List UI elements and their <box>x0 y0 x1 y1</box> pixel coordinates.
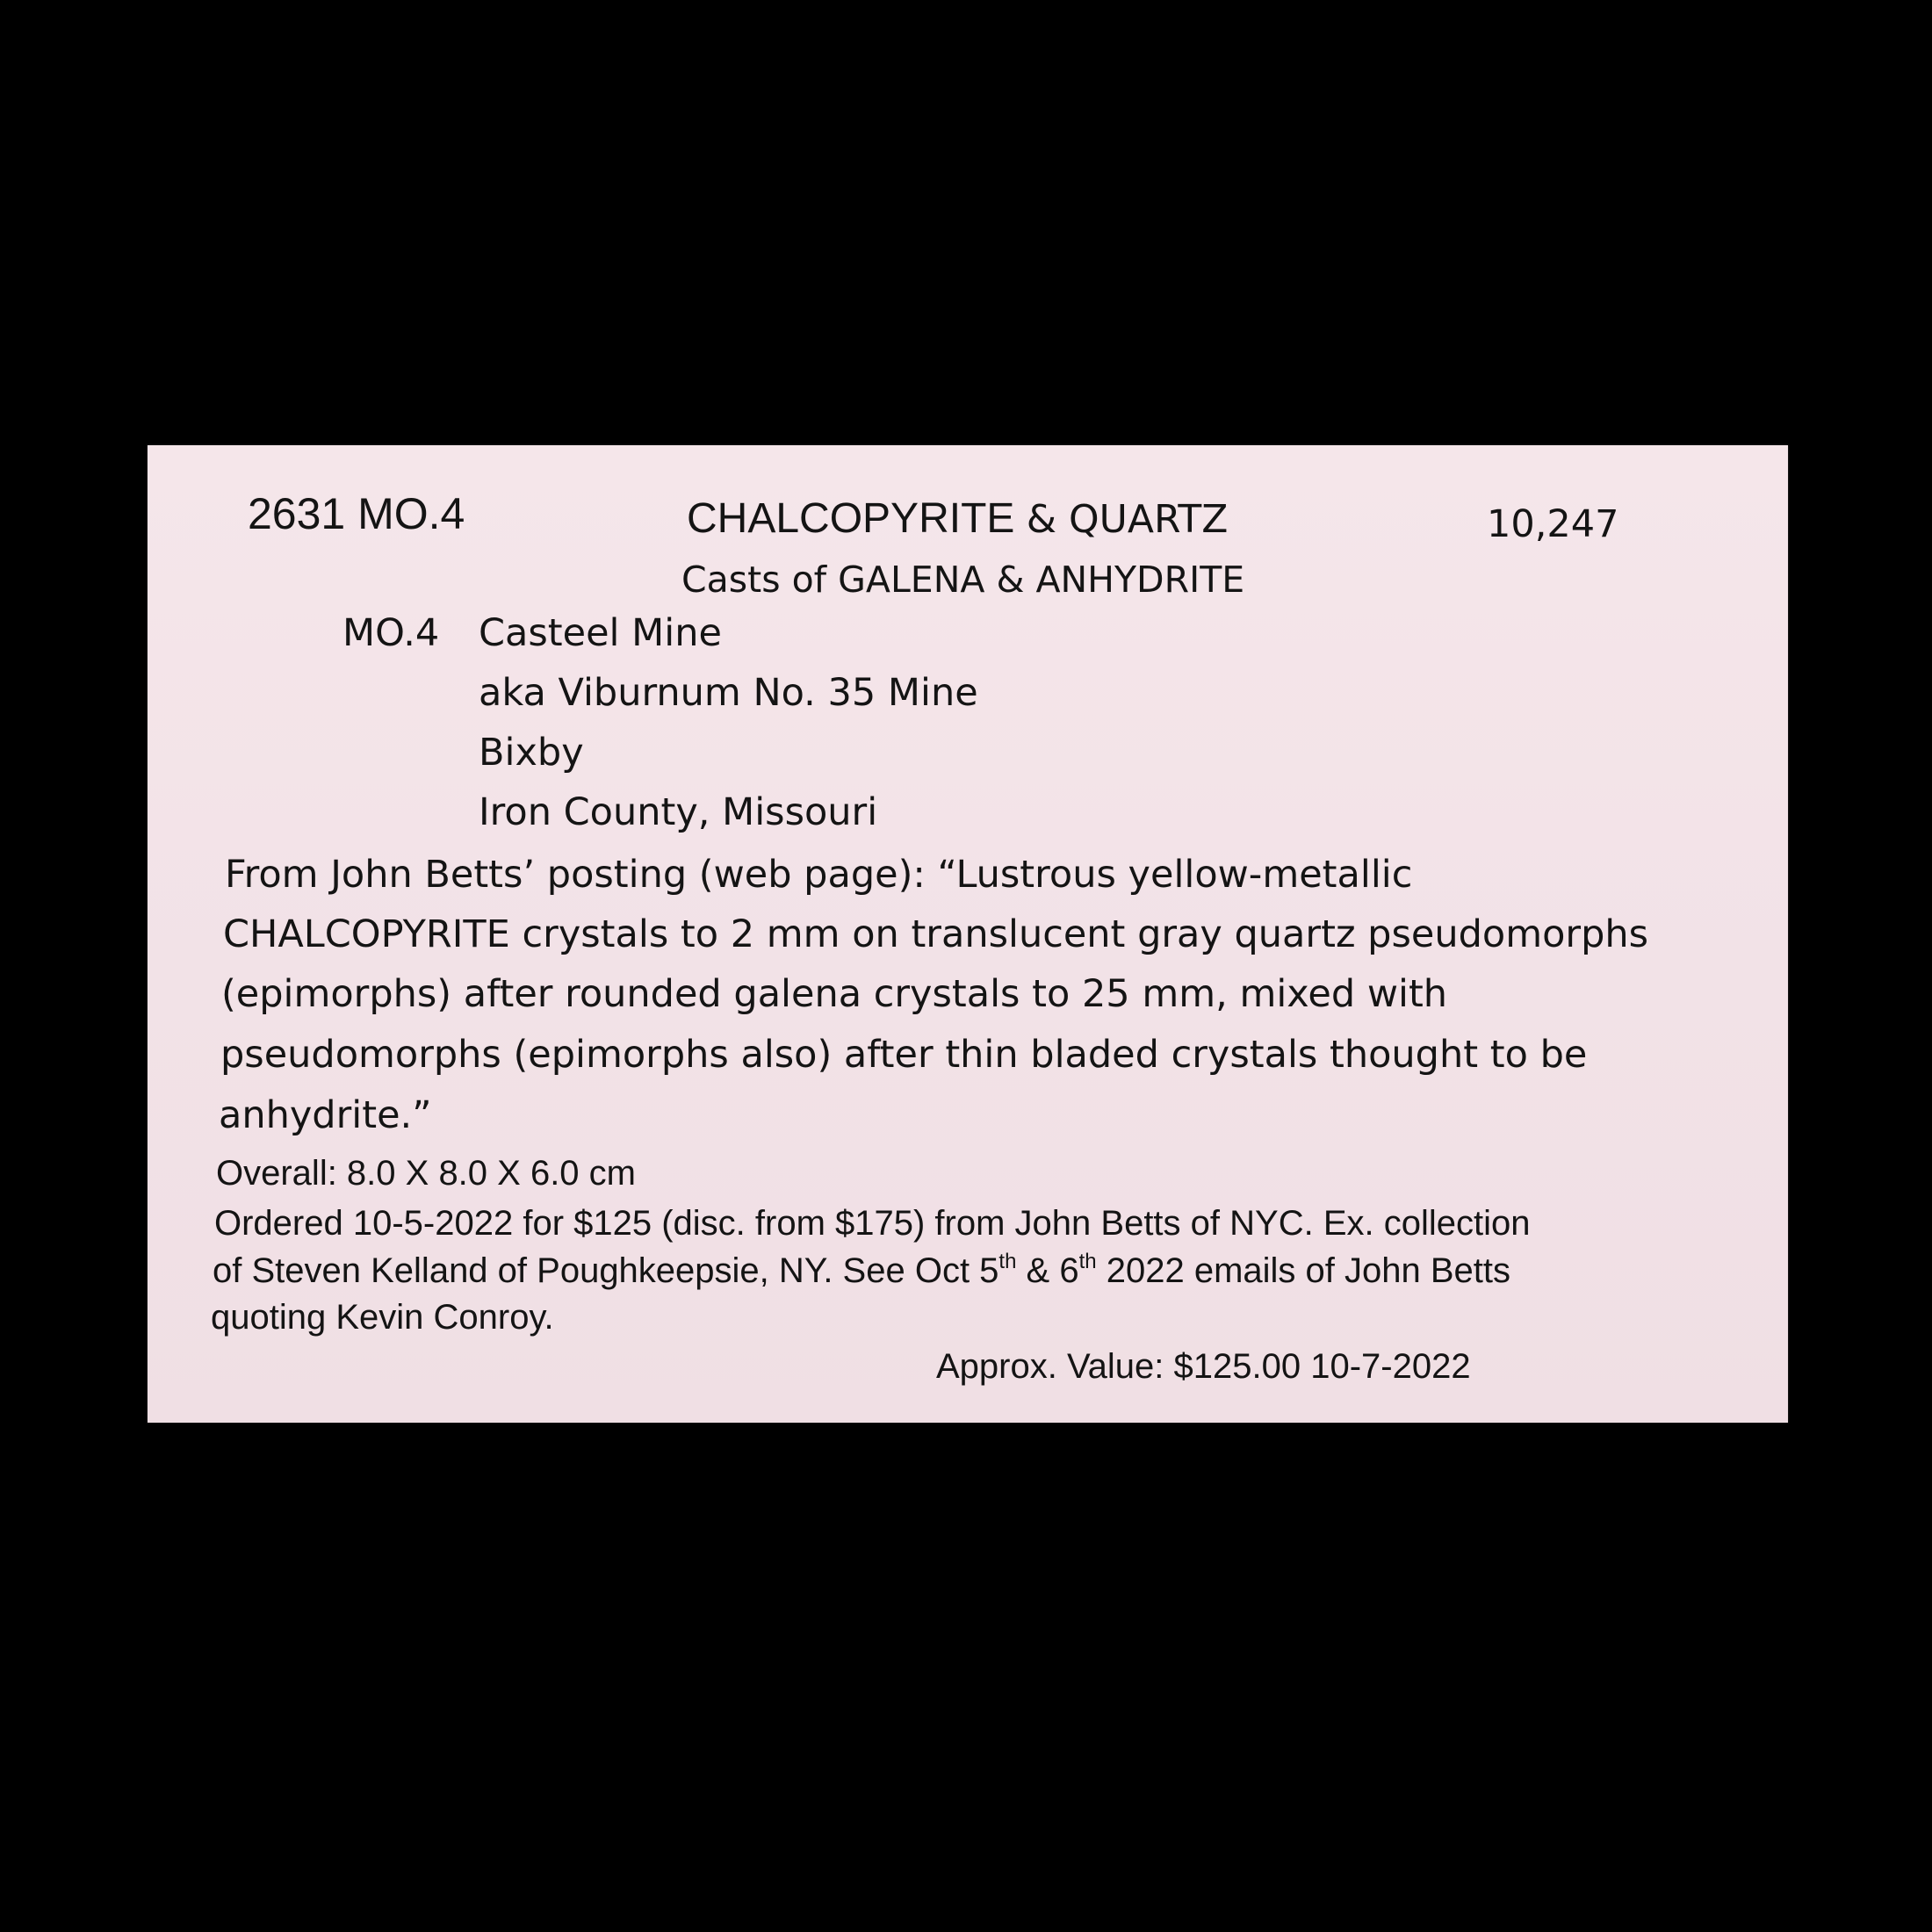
provenance-line <box>213 1250 1510 1290</box>
description-line: anhydrite.” <box>219 1093 432 1137</box>
description-line: From John Betts’ posting (web page): “Lustrous yellow-metallic <box>225 853 1413 897</box>
overall-dimensions: Overall: 8.0 X 8.0 X 6.0 cm <box>216 1154 636 1193</box>
locality-line: aka Viburnum No. 35 Mine <box>479 671 978 715</box>
mineral-title <box>687 495 1229 542</box>
locality-line: Bixby <box>479 731 584 775</box>
mineral-title-rest: & QUARTZ <box>1026 497 1229 542</box>
catalog-number: 2631 MO.4 <box>248 489 465 538</box>
mineral-title-main: CHALCOPYRITE <box>687 495 1015 542</box>
provenance-text: 2022 emails of John Betts <box>1096 1251 1510 1290</box>
locality-line: Casteel Mine <box>479 611 722 655</box>
locality-code: MO.4 <box>342 611 440 655</box>
specimen-number: 10,247 <box>1487 502 1619 546</box>
provenance-line: quoting Kevin Conroy. <box>211 1298 554 1337</box>
description-line: (epimorphs) after rounded galena crystals to 25 mm, mixed with <box>221 972 1448 1016</box>
ordinal-suffix: th <box>1078 1250 1097 1273</box>
mineral-subtitle: Casts of GALENA & ANHYDRITE <box>681 559 1245 601</box>
provenance-text: & 6 <box>1016 1251 1079 1290</box>
description-line: CHALCOPYRITE crystals to 2 mm on translucent gray quartz pseudomorphs <box>223 912 1649 956</box>
ordinal-suffix: th <box>998 1250 1017 1273</box>
provenance-text: of Steven Kelland of Poughkeepsie, NY. See Oct 5 <box>213 1251 999 1290</box>
description-line: pseudomorphs (epimorphs also) after thin bladed crystals thought to be <box>220 1033 1588 1077</box>
provenance-line: Ordered 10-5-2022 for $125 (disc. from $175) from John Betts of NYC. Ex. collection <box>214 1204 1531 1243</box>
approx-value: Approx. Value: $125.00 10-7-2022 <box>936 1347 1471 1386</box>
locality-line: Iron County, Missouri <box>479 790 878 834</box>
